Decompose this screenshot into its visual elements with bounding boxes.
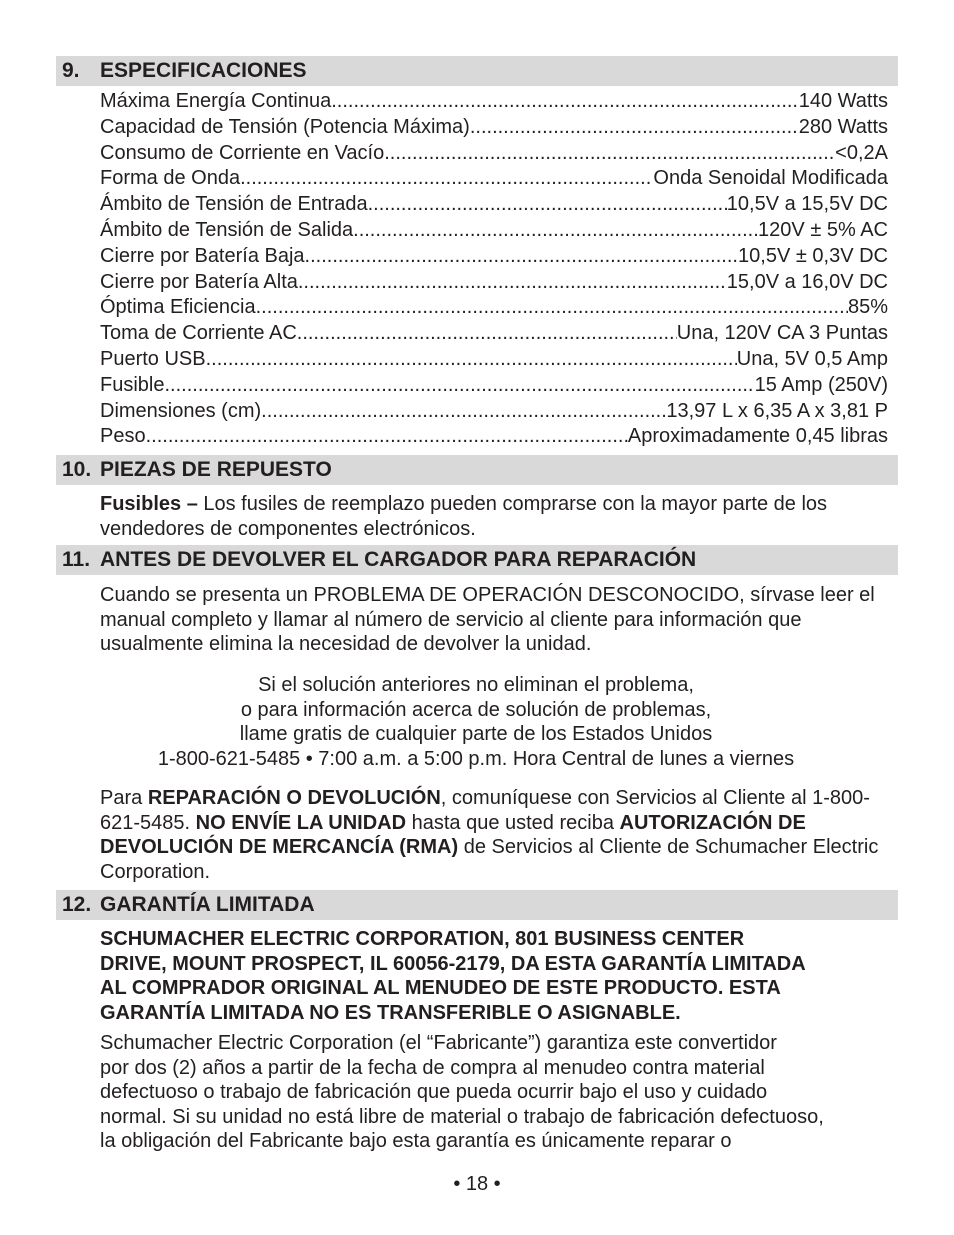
spec-value: 280 Watts <box>798 115 888 138</box>
spec-value: 15,0V a 16,0V DC <box>726 270 888 293</box>
page-number: • 18 • <box>453 1173 501 1195</box>
warranty-statement <box>100 927 900 1025</box>
spec-value: Una, 5V 0,5 Amp <box>736 347 888 370</box>
spec-value: Una, 120V CA 3 Puntas <box>676 322 888 345</box>
spec-row <box>100 166 888 192</box>
contact-line: o para información acerca de solución de problemas, <box>240 698 712 721</box>
spec-label: Peso <box>100 425 146 448</box>
spec-row <box>100 270 888 296</box>
devolver-intro: Cuando se presenta un PROBLEMA DE OPERACIÓN DESCONOCIDO, sírvase leer el manual completo y llamar al número de servicio al cliente para información que usualmente elimina la necesidad de devolver la unidad. <box>100 584 875 655</box>
spec-row <box>100 218 888 244</box>
spec-list <box>100 89 888 450</box>
section-title: GARANTÍA LIMITADA <box>100 893 315 916</box>
section-number: 11. <box>62 548 91 571</box>
section-header-piezas-de-repuesto <box>56 455 898 485</box>
spec-label: Puerto USB <box>100 347 206 370</box>
spec-label: Cierre por Batería Baja <box>100 244 305 267</box>
section-header-antes-de-devolver <box>56 545 898 575</box>
spec-row <box>100 141 888 167</box>
repair-text: hasta que usted reciba <box>406 811 620 834</box>
spec-value: 120V ± 5% AC <box>758 218 888 241</box>
spec-value: Aproximadamente 0,45 libras <box>627 425 888 448</box>
section-header-especificaciones <box>56 56 898 86</box>
fusibles-lead: Fusibles – <box>100 493 198 515</box>
repair-paragraph <box>100 786 900 884</box>
spec-label: Ámbito de Tensión de Salida <box>100 218 354 241</box>
spec-label: Toma de Corriente AC <box>100 322 297 345</box>
section-header-garantia-limitada <box>56 890 898 920</box>
repair-text: Para <box>100 787 148 809</box>
repair-text: de Servicios al Cliente de Schumacher Electric Corporation. <box>100 836 879 883</box>
contact-phone-hours: 1-800-621-5485 • 7:00 a.m. a 5:00 p.m. Hora Central de lunes a viernes <box>157 747 795 770</box>
warranty-statement-line: DRIVE, MOUNT PROSPECT, IL 60056-2179, DA ESTA GARANTÍA LIMITADA <box>100 952 806 975</box>
repair-bold: NO ENVÍE LA UNIDAD <box>195 811 407 834</box>
warranty-body-line: Schumacher Electric Corporation (el “Fabricante”) garantiza este convertidor <box>100 1032 777 1054</box>
spec-row <box>100 192 888 218</box>
spec-value: 10,5V a 15,5V DC <box>726 193 888 216</box>
warranty-body-line: por dos (2) años a partir de la fecha de compra al menudeo contra material <box>100 1056 765 1079</box>
spec-value: 15 Amp (250V) <box>754 373 888 396</box>
spec-label: Consumo de Corriente en Vacío <box>100 141 385 164</box>
section-title: PIEZAS DE REPUESTO <box>100 458 332 481</box>
warranty-body-line: defectuoso o trabajo de fabricación que pueda ocurrir bajo el uso y cuidado <box>100 1081 768 1103</box>
spec-label: Cierre por Batería Alta <box>100 270 298 293</box>
repuesto-text: Los fusiles de reemplazo pueden comprarse con la mayor parte de los vendedores de componentes electrónicos. <box>100 493 828 540</box>
warranty-body-line: la obligación del Fabricante bajo esta garantía es únicamente reparar o <box>100 1130 732 1152</box>
spec-label: Fusible <box>100 373 165 396</box>
section-title: ESPECIFICACIONES <box>100 59 307 82</box>
spec-label: Forma de Onda <box>100 167 241 190</box>
warranty-body <box>100 1031 900 1154</box>
spec-label: Óptima Eficiencia <box>100 296 256 319</box>
spec-value: Onda Senoidal Modificada <box>653 167 888 190</box>
spec-row <box>100 373 888 399</box>
contact-line: Si el solución anteriores no eliminan el problema, <box>258 674 694 696</box>
spec-value: <0,2A <box>835 141 888 164</box>
section-number: 9. <box>62 59 80 82</box>
warranty-body-line: normal. Si su unidad no está libre de material o trabajo de fabricación defectuoso, <box>100 1105 824 1128</box>
spec-value: 13,97 L x 6,35 A x 3,81 P <box>666 399 888 422</box>
warranty-statement-line: GARANTÍA LIMITADA NO ES TRANSFERIBLE O ASIGNABLE. <box>100 1001 681 1024</box>
repair-text: , comuníquese con Servicios al Cliente al 1-800-621-5485. <box>100 787 870 834</box>
spec-row <box>100 424 888 450</box>
spec-label: Dimensiones (cm) <box>100 399 262 422</box>
spec-label: Ámbito de Tensión de Entrada <box>100 193 368 216</box>
spec-row <box>100 89 888 115</box>
spec-label: Máxima Energía Continua <box>100 90 332 112</box>
warranty-statement-line: AL COMPRADOR ORIGINAL AL MENUDEO DE ESTE PRODUCTO. ESTA <box>100 977 781 999</box>
warranty-statement-line: SCHUMACHER ELECTRIC CORPORATION, 801 BUSINESS CENTER <box>100 928 745 950</box>
spec-value: 85% <box>847 296 888 319</box>
spec-row <box>100 295 888 321</box>
spec-value: 140 Watts <box>798 90 888 112</box>
contact-block <box>100 673 852 771</box>
section-number: 10. <box>62 458 92 481</box>
repair-bold: AUTORIZACIÓN DE DEVOLUCIÓN DE MERCANCÍA (RMA) <box>100 811 806 858</box>
spec-row <box>100 399 888 425</box>
contact-line: llame gratis de cualquier parte de los Estados Unidos <box>239 723 713 745</box>
spec-row <box>100 321 888 347</box>
repair-bold: REPARACIÓN O DEVOLUCIÓN <box>147 787 441 809</box>
spec-label: Capacidad de Tensión (Potencia Máxima) <box>100 115 470 138</box>
section-number: 12. <box>62 893 92 916</box>
spec-row <box>100 347 888 373</box>
section-title: ANTES DE DEVOLVER EL CARGADOR PARA REPARACIÓN <box>100 548 697 571</box>
spec-row <box>100 115 888 141</box>
repuesto-paragraph <box>100 492 900 541</box>
spec-row <box>100 244 888 270</box>
spec-value: 10,5V ± 0,3V DC <box>738 244 888 267</box>
